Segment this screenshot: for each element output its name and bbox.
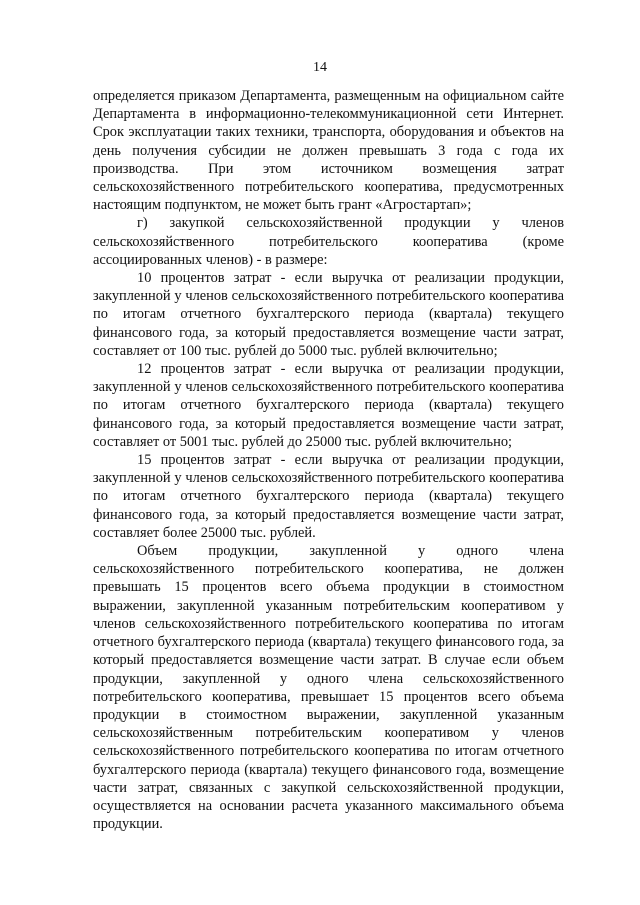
- paragraph-subclause-g: г) закупкой сельскохозяйственной продукции у членов сельскохозяйственного потребительского кооператива (кроме ассоциированных членов) - в размере:: [93, 215, 564, 268]
- paragraph-rate-12: 12 процентов затрат - если выручка от реализации продукции, закупленной у членов сельскохозяйственного потребительского кооператива по итогам отчетного бухгалтерского периода (квартала) текущего финансового года, за который предоставляется возмещение части затрат, составляет от 5001 тыс. рублей до 25000 тыс. рублей включительно;: [93, 361, 564, 450]
- paragraph-rate-15: 15 процентов затрат - если выручка от реализации продукции, закупленной у членов сельскохозяйственного потребительского кооператива по итогам отчетного бухгалтерского периода (квартала) текущего финансового года, за который предоставляется возмещение части затрат, составляет более 25000 тыс. рублей.: [93, 452, 564, 541]
- paragraph-volume-limit: Объем продукции, закупленной у одного члена сельскохозяйственного потребительского кооператива, не должен превышать 15 процентов всего объема продукции в стоимостном выражении, закупленной указанным потребительским кооперативом у членов сельскохозяйственного потребительского кооператива по итогам отчетного бухгалтерского периода (квартала) текущего финансового года, за который предоставляется возмещение части затрат. В случае если объем продукции, закупленной у одного члена сельскохозяйственного потребительского кооператива, превышает 15 процентов всего объема продукции в стоимостном выражении, закупленной указанным сельскохозяйственным потребительским кооперативом у членов сельскохозяйственного потребительского кооператива по итогам отчетного бухгалтерского периода (квартала) текущего финансового года, возмещение части затрат, связанных с закупкой сельскохозяйственной продукции, осуществляется на основании расчета указанного максимального объема продукции.: [93, 543, 564, 833]
- paragraph-rate-10: 10 процентов затрат - если выручка от реализации продукции, закупленной у членов сельскохозяйственного потребительского кооператива по итогам отчетного бухгалтерского периода (квартала) текущего финансового года, за который предоставляется возмещение части затрат, составляет от 100 тыс. рублей до 5000 тыс. рублей включительно;: [93, 270, 564, 359]
- document-body: [93, 87, 564, 833]
- paragraph-continuation: определяется приказом Департамента, размещенным на официальном сайте Департамента в информационно-телекоммуникационной сети Интернет. Срок эксплуатации таких техники, транспорта, оборудования и объектов на день получения субсидии не должен превышать 3 года с года их производства. При этом источником возмещения затрат сельскохозяйственного потребительского кооператива, предусмотренных настоящим подпунктом, не может быть грант «Агростартап»;: [93, 88, 564, 214]
- page-number: 14: [313, 60, 327, 75]
